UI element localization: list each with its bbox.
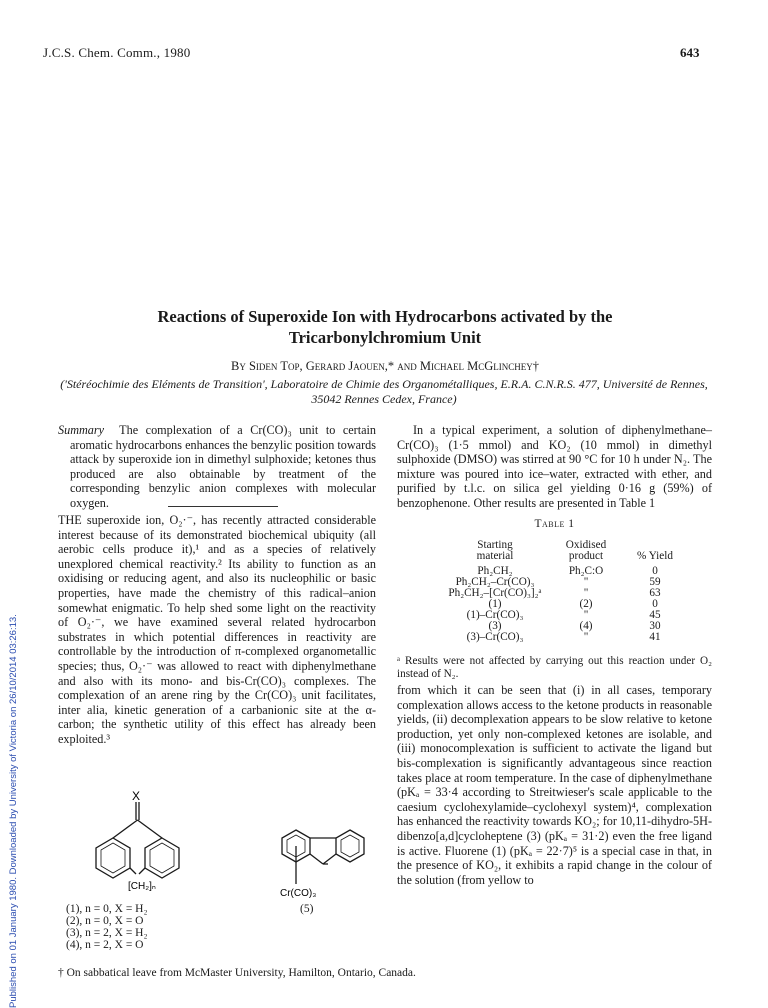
- compound-entry: (4), n = 2, X = O: [66, 939, 144, 951]
- article-title: [60, 306, 710, 348]
- table-cell: ": [583, 576, 589, 588]
- table-cell: (3): [488, 620, 502, 632]
- bond: [310, 854, 323, 864]
- body-right-bottom: [397, 683, 712, 887]
- summary-text: The complexation of a Cr(CO)₃ unit to certain aromatic hydrocarbons enhances the benzylic position towards attack by superoxide ion in dimethyl sulphoxide; ketones thus produced are also obtainable by treatment of the corresponding benzylic anion complexes with molecular oxygen.: [70, 423, 377, 510]
- table-header-start: Starting material: [476, 539, 514, 563]
- summary-label: Summary: [58, 423, 105, 437]
- table-cell: 0: [652, 598, 658, 610]
- table-cell: 0: [652, 565, 658, 577]
- table-cell: (3)–Cr(CO)₃: [466, 631, 524, 643]
- page-footnote: † On sabbatical leave from McMaster University, Hamilton, Ontario, Canada.: [58, 967, 416, 979]
- bond: [138, 820, 163, 838]
- body-right-top: [397, 423, 712, 511]
- chemical-structures: [58, 790, 378, 900]
- watermark-text: Published on 01 January 1980. Downloaded by University of Victoria on 26/10/2014 03:26:13.: [8, 614, 19, 1008]
- affiliation: ('Stéréochimie des Eléments de Transition', Laboratoire de Chimie des Organométalliques, E.R.A. C.N.R.S. 477, Université de Rennes, 35042 Rennes Cedex, France): [60, 377, 708, 406]
- compound-entry: (1), n = 0, X = H₂: [66, 903, 148, 915]
- x-label: X: [132, 790, 141, 803]
- summary-divider: [168, 506, 278, 507]
- compound-entry: (2), n = 0, X = O: [66, 915, 144, 927]
- title-line-2: Tricarbonylchromium Unit: [288, 328, 482, 347]
- table-cell: (4): [579, 620, 593, 632]
- summary-block: [58, 423, 376, 511]
- table-cell: Ph₂CH₂–[Cr(CO)₃]₂ᵃ: [448, 587, 542, 599]
- table-cell: 41: [649, 631, 661, 643]
- discussion-paragraph: from which it can be seen that (i) in all cases, temporary complexation allows access to the ketone products in reasonable yields, (ii) decomplexation appears to be slow relative to ketone production, yet only non-complexed ketones are isolable, and (iii) monocomplexation is sufficient to activate the ligand but bis-complexation is significantly advantageous since reaction takes place at room temperature. In the case of diphenylmethane (pKₐ = 33·4 according to Streitwieser's scale applicable to the caesium cyclohexylamide–cyclohexyl system)⁴, complexation has enhanced the reactivity towards KO₂; for 10,11-dihydro-5H-dibenzo[a,d]cycloheptene (3) (pKₐ = 31·2) even the free ligand is active. Fluorene (1) (pKₐ = 22·7)⁵ is a special case in that, in the presence of KO₂, it exhibits a rapid change in the colour of the solution (from yellow to: [397, 683, 712, 887]
- table-header-product: Oxidised product: [565, 539, 607, 563]
- fluorene-right-inner: [341, 835, 359, 857]
- summary-paragraph: [58, 423, 376, 511]
- results-table: [440, 539, 690, 643]
- table-cell: 63: [649, 587, 661, 599]
- table-cell: ": [583, 587, 589, 599]
- experiment-paragraph: In a typical experiment, a solution of diphenylmethane–Cr(CO)₃ (1·5 mmol) and KO₂ (10 mmol) in dimethyl sulphoxide (DMSO) was stirred at 90 °C for 10 h under N₂. The mixture was poured into ice–water, extracted with ether, and purified by t.l.c. on silica gel yielding 0·16 g (59%) of benzophenone. Other results are presented in Table 1: [397, 423, 712, 510]
- page-number: 643: [680, 45, 700, 60]
- cr-co3-label: Cr(CO)₃: [280, 888, 317, 899]
- ch2-label: [CH₂]ₙ: [128, 881, 156, 892]
- table-cell: (1): [488, 598, 502, 610]
- bond: [139, 868, 145, 874]
- author-line: By Siden Top, Gerard Jaouen,* and Michael McGlinchey†: [231, 359, 539, 373]
- table-cell: ": [583, 609, 589, 621]
- compound-5-label: (5): [300, 903, 314, 915]
- table-cell: Ph₂C:O: [568, 565, 604, 577]
- title-line-1: Reactions of Superoxide Ion with Hydrocarbons activated by the: [157, 307, 613, 326]
- compound-list: [66, 903, 148, 951]
- table-footnote: ᵃ Results were not affected by carrying out this reaction under O₂ instead of N₂.: [397, 655, 712, 680]
- table-header-yield: % Yield: [637, 550, 673, 562]
- bond: [323, 854, 336, 864]
- table-cell: 30: [649, 620, 661, 632]
- body-left-column: [58, 513, 376, 747]
- table-cell: ": [583, 631, 589, 643]
- bond: [130, 868, 136, 874]
- table-cell: Ph₂CH₂–Cr(CO)₃: [455, 576, 535, 588]
- left-ring-inner: [101, 843, 125, 873]
- table-cell: (1)–Cr(CO)₃: [466, 609, 524, 621]
- intro-paragraph: THE superoxide ion, O₂·⁻, has recently attracted considerable interest because of its demonstrated biochemical ubiquity (all aerobic cells produce it),¹ and as a species of relatively unexplored chemical reactivity.² Its ability to function as an oxidising or reducing agent, and also its nucleophilic or basic properties, have made the chemistry of this radical–anion somewhat enigmatic. To help shed some light on the reactivity of O₂·⁻, we have examined several related hydrocarbon substrates in which potential differences in reactivity are controllable by the introduction of π-complexed organometallic species; thus, O₂·⁻ was allowed to react with diphenylmethane and also with its mono- and bis-Cr(CO)₃ complexes. The complexation of an arene ring by the Cr(CO)₃ unit facilitates, inter alia, kinetic generation of a carbanionic site at the α-carbon; the synthetic utility of this effect has already been exploited.³: [58, 513, 376, 746]
- structure-diagram: [58, 790, 378, 902]
- right-ring-inner: [150, 843, 174, 873]
- bond: [113, 820, 138, 838]
- table-cell: 45: [649, 609, 661, 621]
- table-cell: 59: [649, 576, 661, 588]
- table-cell: (2): [579, 598, 593, 610]
- compound-entry: (3), n = 2, X = H₂: [66, 927, 148, 939]
- journal-header: J.C.S. Chem. Comm., 1980: [43, 45, 191, 60]
- side-watermark: [8, 178, 26, 1008]
- table-cell: Ph₂CH₂: [477, 565, 513, 577]
- table-caption: Table 1: [534, 518, 575, 530]
